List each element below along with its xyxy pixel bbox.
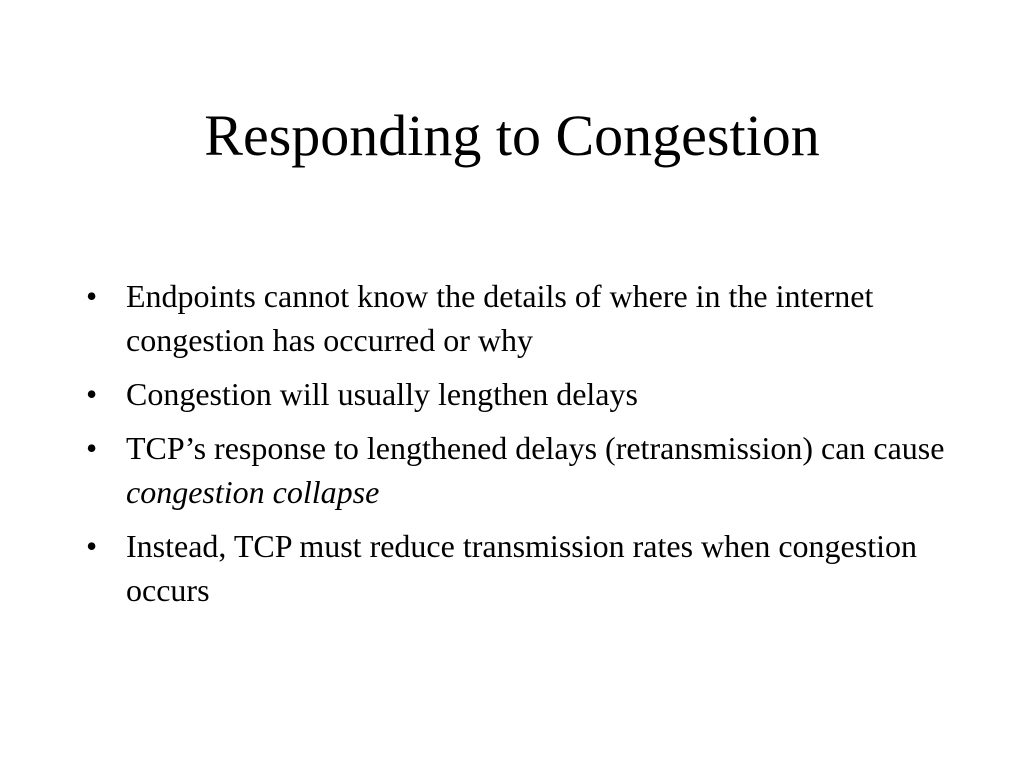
bullet-marker: • <box>86 528 98 564</box>
bullet-item <box>84 372 964 416</box>
bullet-text: Endpoints cannot know the details of where in the internet congestion has occurred or why <box>126 278 874 358</box>
bullet-marker: • <box>86 278 98 314</box>
bullet-text: Instead, TCP must reduce transmission rates when congestion occurs <box>126 528 917 608</box>
bullet-text: Congestion will usually lengthen delays <box>126 376 638 412</box>
bullet-list <box>84 274 964 622</box>
bullet-emphasis: congestion collapse <box>126 474 380 510</box>
bullet-item <box>84 524 964 612</box>
bullet-item <box>84 426 964 514</box>
bullet-item <box>84 274 964 362</box>
bullet-marker: • <box>86 376 98 412</box>
bullet-marker: • <box>86 430 98 466</box>
bullet-text: TCP’s response to lengthened delays (retransmission) can cause <box>126 430 945 466</box>
slide-title: Responding to Congestion <box>204 103 820 168</box>
